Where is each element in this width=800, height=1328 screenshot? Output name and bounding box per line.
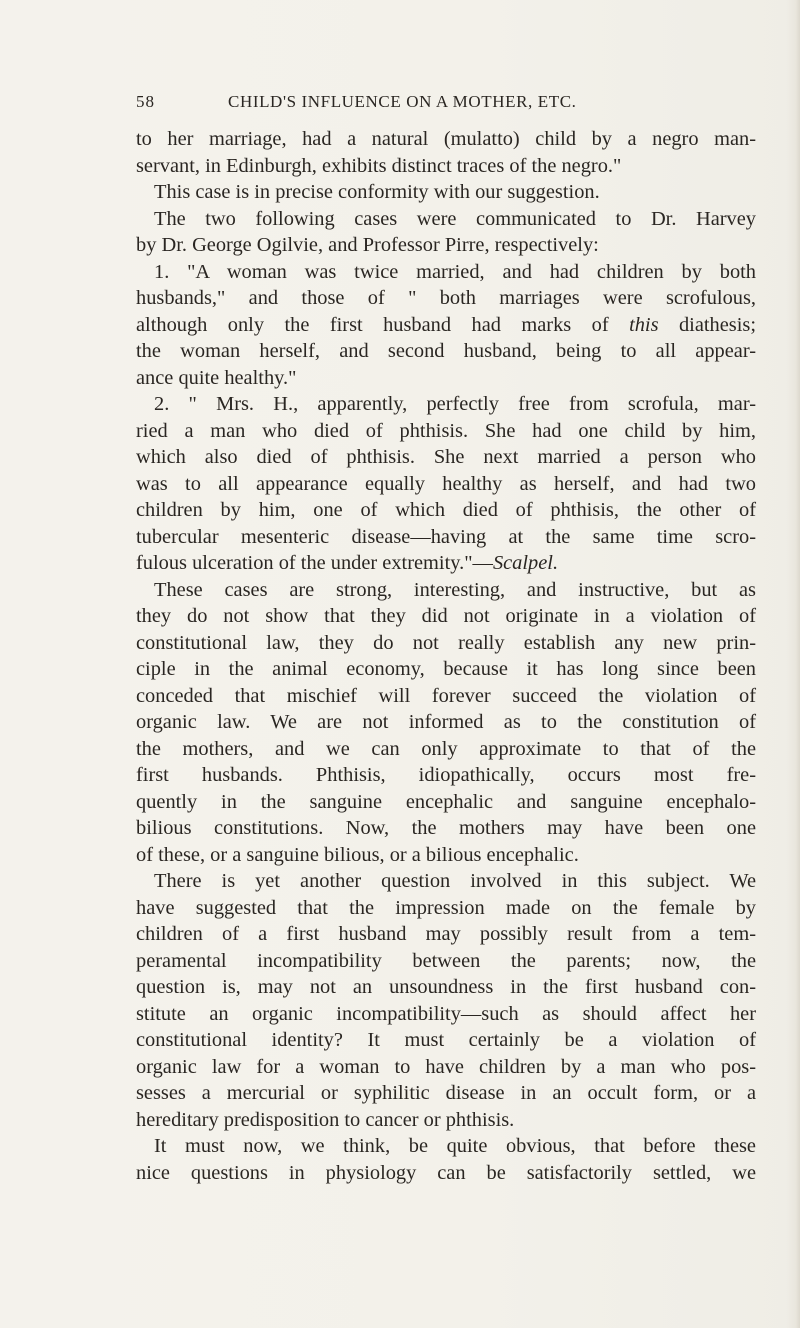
text-line: the woman herself, and second husband, being to all appear- (136, 340, 756, 362)
text-line: fulous ulceration of the under extremity."—Scalpel. (136, 552, 559, 574)
text-line: have suggested that the impression made on the female by (136, 896, 756, 919)
text-line: 1. "A woman was twice married, and had children by both (154, 260, 756, 283)
text-line: nice questions in physiology can be satisfactorily settled, we (136, 1161, 756, 1184)
text-line: servant, in Edinburgh, exhibits distinct traces of the negro." (136, 154, 622, 177)
text-line: It must now, we think, be quite obvious, that before these (154, 1135, 756, 1157)
text-line: organic law. We are not informed as to the constitution of (136, 711, 756, 733)
text-line: first husbands. Phthisis, idiopathically, occurs most fre- (136, 764, 756, 786)
text-line: of these, or a sanguine bilious, or a bilious encephalic. (136, 843, 579, 866)
page-header (136, 92, 756, 122)
text-line: which also died of phthisis. She next married a person who (136, 446, 756, 468)
text-line: ried a man who died of phthisis. She had one child by him, (136, 419, 756, 442)
text-line: ciple in the animal economy, because it has long since been (136, 658, 756, 680)
text-line: although only the first husband had marks of this diathesis; (136, 313, 756, 336)
text-line: This case is in precise conformity with our suggestion. (154, 181, 600, 203)
text-line: to her marriage, had a natural (mulatto) child by a negro man- (136, 128, 756, 150)
text-line: was to all appearance equally healthy as herself, and had two (136, 472, 756, 495)
text-line: hereditary predisposition to cancer or phthisis. (136, 1108, 515, 1131)
running-head: CHILD'S INFLUENCE ON A MOTHER, ETC. (228, 92, 577, 111)
text-line: The two following cases were communicated to Dr. Harvey (154, 207, 756, 230)
text-line: There is yet another question involved in this subject. We (154, 870, 756, 892)
text-line: ance quite healthy." (136, 366, 297, 389)
text-line: quently in the sanguine encephalic and sanguine encephalo- (136, 790, 756, 813)
text-line: question is, may not an unsoundness in the first husband con- (136, 976, 756, 998)
text-line: 2. " Mrs. H., apparently, perfectly free from scrofula, mar- (154, 393, 756, 415)
text-line: bilious constitutions. Now, the mothers may have been one (136, 817, 756, 839)
text-line: they do not show that they did not originate in a violation of (136, 605, 756, 627)
text-line: organic law for a woman to have children by a man who pos- (136, 1055, 756, 1078)
text-line: conceded that mischief will forever succeed the violation of (136, 684, 756, 707)
page-number: 58 (136, 92, 155, 111)
page-edge-shadow (786, 0, 800, 1328)
text-line: the mothers, and we can only approximate to that of the (136, 737, 756, 760)
text-line: tubercular mesenteric disease—having at the same time scro- (136, 525, 756, 548)
text-line: children by him, one of which died of phthisis, the other of (136, 499, 756, 521)
text-line: husbands," and those of " both marriages were scrofulous, (136, 287, 756, 309)
text-line: stitute an organic incompatibility—such as should affect her (136, 1002, 756, 1025)
text-line: constitutional identity? It must certainly be a violation of (136, 1029, 756, 1051)
text-line: by Dr. George Ogilvie, and Professor Pirre, respectively: (136, 234, 599, 256)
text-line: These cases are strong, interesting, and instructive, but as (154, 578, 756, 601)
text-line: children of a first husband may possibly result from a tem- (136, 923, 756, 945)
text-line: constitutional law, they do not really establish any new prin- (136, 631, 756, 654)
body-text (136, 126, 756, 1186)
text-line: sesses a mercurial or syphilitic disease in an occult form, or a (136, 1082, 756, 1104)
text-line: peramental incompatibility between the parents; now, the (136, 949, 756, 972)
